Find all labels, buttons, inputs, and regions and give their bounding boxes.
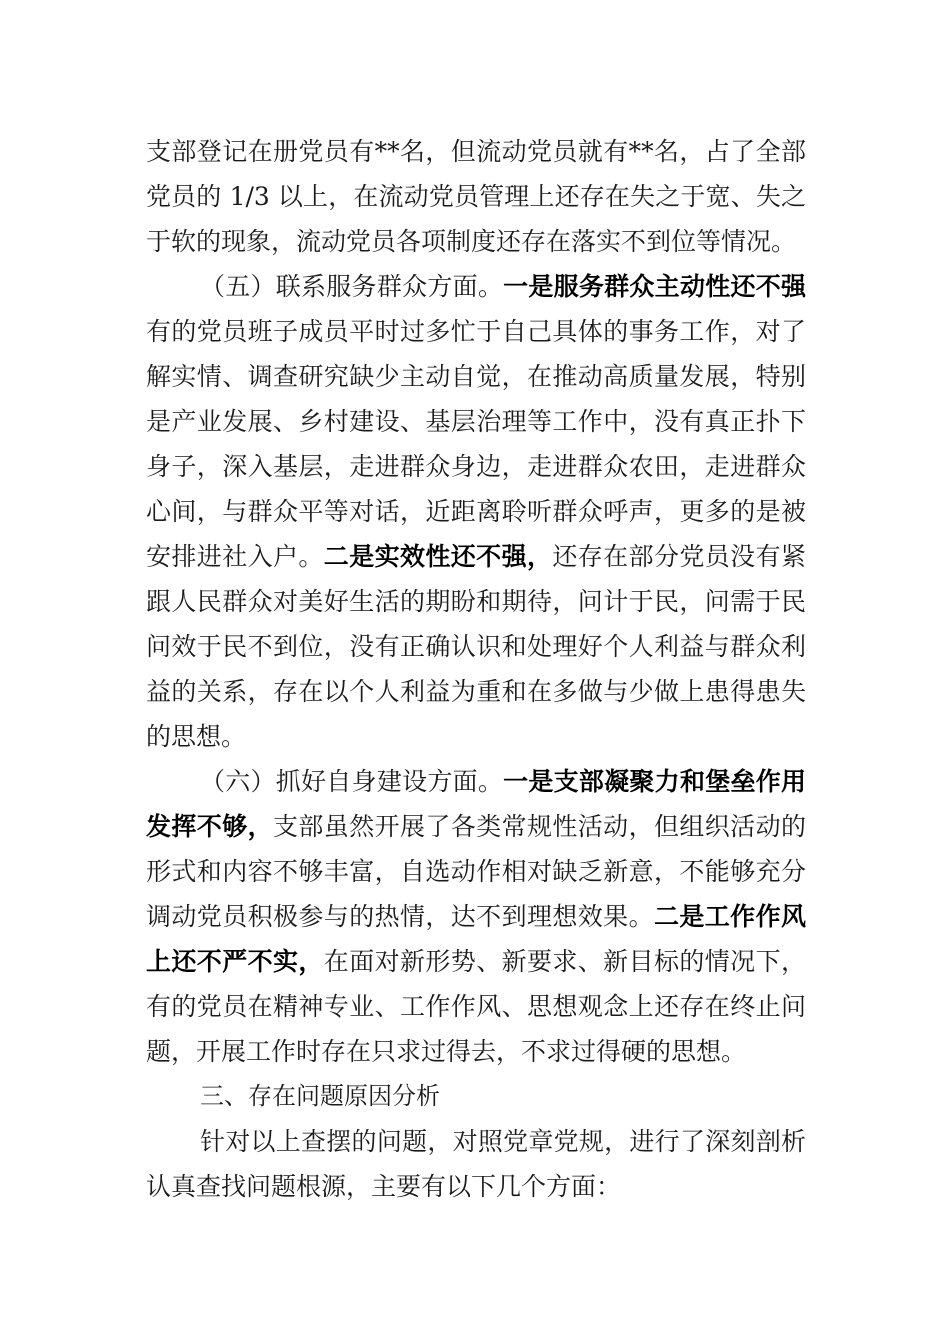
paragraph-line: 跟人民群众对美好生活的期盼和期待，问计于民，问需于民 xyxy=(146,587,806,616)
paragraph-line: 调动党员积极参与的热情，达不到理想效果。二是工作作风 xyxy=(146,902,806,931)
paragraph-line: 形式和内容不够丰富，自选动作相对缺乏新意，不能够充分 xyxy=(146,857,806,886)
paragraph-line: 的思想。 xyxy=(146,722,247,751)
paragraph-line: 针对以上查摆的问题，对照党章党规，进行了深刻剖析 xyxy=(200,1127,806,1156)
bold-point: 上还不严不实， xyxy=(146,947,324,976)
paragraph-line: 发挥不够，支部虽然开展了各类常规性活动，但组织活动的 xyxy=(146,812,806,841)
paragraph-line: 解实情、调查研究缺少主动自觉，在推动高质量发展，特别 xyxy=(146,362,806,391)
bold-point: 一是支部凝聚力和堡垒作用 xyxy=(503,767,806,796)
body-text xyxy=(146,129,806,1209)
paragraph-line: 上还不严不实，在面对新形势、新要求、新目标的情况下， xyxy=(146,947,806,976)
paragraph-line: 党员的 1/3 以上，在流动党员管理上还存在失之于宽、失之 xyxy=(146,182,806,211)
paragraph-line: 题，开展工作时存在只求过得去，不求过得硬的思想。 xyxy=(146,1037,747,1066)
bold-point: 二是工作作风 xyxy=(653,902,806,931)
paragraph-line: 安排进社入户。二是实效性还不强，还存在部分党员没有紧 xyxy=(146,542,806,571)
paragraph-line: 支部登记在册党员有**名，但流动党员就有**名，占了全部 xyxy=(146,137,806,166)
paragraph-line: 有的党员班子成员平时过多忙于自己具体的事务工作，对了 xyxy=(146,317,806,346)
paragraph-line: 益的关系，存在以个人利益为重和在多做与少做上患得患失 xyxy=(146,677,806,706)
bold-point: 发挥不够， xyxy=(146,812,273,841)
section-heading: 三、存在问题原因分析 xyxy=(200,1082,440,1110)
paragraph-line: 身子，深入基层，走进群众身边，走进群众农田，走进群众 xyxy=(146,452,806,481)
paragraph-line: 于软的现象，流动党员各项制度还存在落实不到位等情况。 xyxy=(146,227,797,256)
paragraph-line: 有的党员在精神专业、工作作风、思想观念上还存在终止问 xyxy=(146,992,806,1021)
paragraph-line: 是产业发展、乡村建设、基层治理等工作中，没有真正扑下 xyxy=(146,407,806,436)
section-five-line: （五）联系服务群众方面。一是服务群众主动性还不强 xyxy=(200,272,806,301)
paragraph-line: 认真查找问题根源，主要有以下几个方面： xyxy=(146,1172,622,1201)
section-six-line: （六）抓好自身建设方面。一是支部凝聚力和堡垒作用 xyxy=(200,767,806,796)
bold-point: 二是实效性还不强， xyxy=(323,542,553,571)
paragraph-line: 问效于民不到位，没有正确认识和处理好个人利益与群众利 xyxy=(146,632,806,661)
paragraph-line: 心间，与群众平等对话，近距离聆听群众呼声，更多的是被 xyxy=(146,497,806,526)
bold-point: 一是服务群众主动性还不强 xyxy=(503,272,806,301)
